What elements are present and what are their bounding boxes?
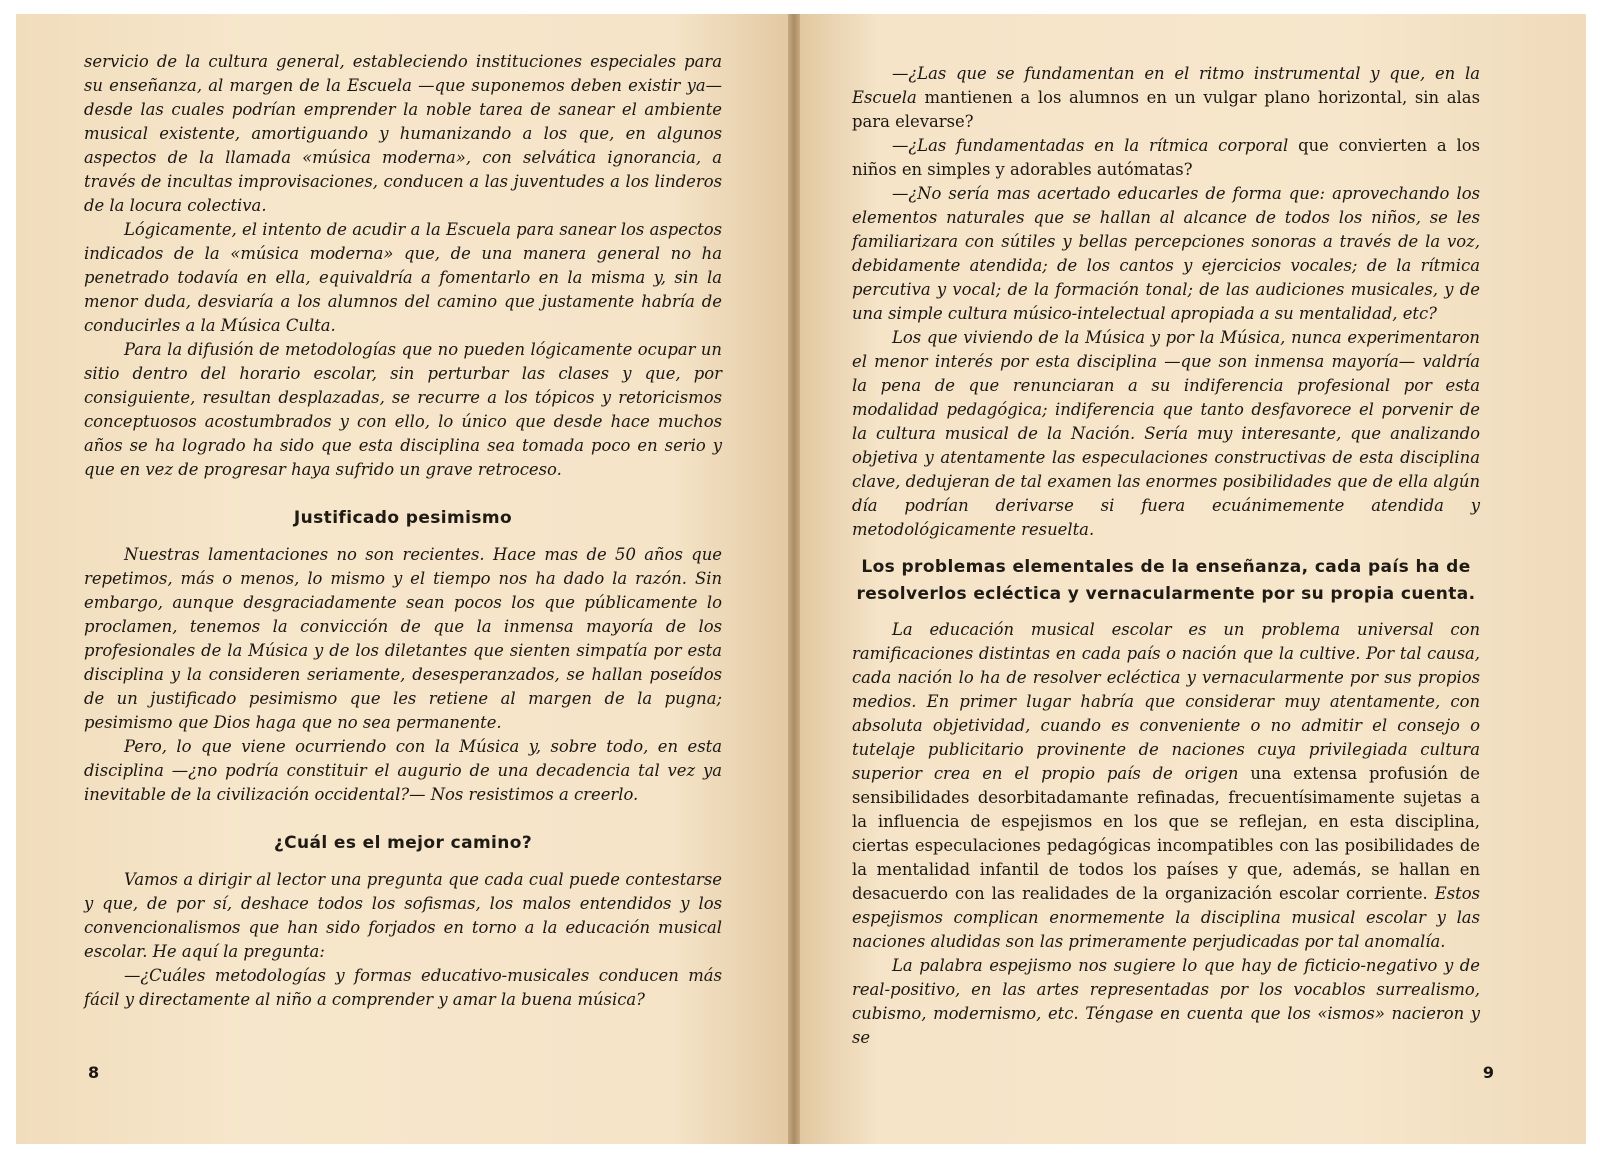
question-italic: —¿Las que se fundamentan en el ritmo instrumental y que, en la Escuela	[852, 64, 1480, 107]
section-heading: Justificado pesimismo	[293, 508, 513, 528]
book-gutter	[788, 14, 800, 1144]
text-italic: Estos espejismos complican enormemente la disciplina musical escolar y las naciones aludidas son las primeramente perjudicadas por tal anomalía.	[852, 884, 1481, 951]
paragraph	[852, 62, 1480, 134]
paragraph: Pero, lo que viene ocurriendo con la Música y, sobre todo, en esta disciplina —¿no podría constituir el augurio de una decadencia tal vez ya inevitable de la civilización occidental?— Nos resistimos a creerlo.	[84, 737, 722, 804]
right-page	[800, 14, 1586, 1144]
paragraph: Nuestras lamentaciones no son recientes. Hace mas de 50 años que repetimos, más o menos, lo mismo y el tiempo nos ha dado la razón. Sin embargo, aunque desgraciadamente sean pocos los que públicamente lo proclamen, tenemos la convicción de que la inmensa mayoría de los profesionales de la Música y de los diletantes que sienten simpatía por esta disciplina y la consideren seriamente, desesperanzados, se hallan poseídos de un justificado pesimismo que les retiene al margen de la pugna; pesimismo que Dios haga que no sea permanente.	[84, 545, 722, 732]
text-italic: La educación musical escolar es un problema universal con ramificaciones distintas en cada país o nación que la cultive. Por tal causa, cada nación lo ha de resolver ecléctica y vernacularmente por sus propios medios. En primer lugar habría que considerar muy atentamente, con absoluta objetividad, cuando es conveniente o no admitir el consejo o tutelaje publicitario provinente de naciones cuya privilegiada cultura superior crea en el propio país de origen	[852, 620, 1480, 783]
paragraph: Lógicamente, el intento de acudir a la Escuela para sanear los aspectos indicados de la «música moderna» que, de una manera general no ha penetrado todavía en ella, equivaldría a fomentarlo en la misma y, sin la menor duda, desviaría a los alumnos del camino que justamente habría de conducirles a la Música Culta.	[84, 220, 722, 335]
paragraph	[852, 134, 1480, 182]
paragraph: Los que viviendo de la Música y por la Música, nunca experimentaron el menor interés por esta disciplina —que son inmensa mayoría— valdría la pena de que renunciaran a su indiferencia profesional por esta modalidad pedagógica; indiferencia que tanto desfavorece el porvenir de la cultura musical de la Nación. Sería muy interesante, que analizando objetiva y atentamente las especulaciones constructivas de esta disciplina clave, dedujeran de tal examen las enormes posibilidades que de ella algún día podrían derivarse si fuera ecuánimemente atendida y metodológicamente resuelta.	[852, 328, 1480, 539]
text-roman: una extensa profusión de sensibilidades desorbitadamante refinadas, frecuentísimamente sujetas a la influencia de espejismos en los que se reflejan, en esta disciplina, ciertas especulaciones pedagógicas incompatibles con las posibilidades de la mentalidad infantil de todos los países y que, además, se hallan en desacuerdo con las realidades de la organización escolar corriente.	[852, 764, 1480, 903]
paragraph: —¿No sería mas acertado educarles de forma que: aprovechando los elementos naturales que se hallan al alcance de todos los niños, se les familiarizara con sútiles y bellas percepciones sonoras a través de la voz, debidamente atendida; de los cantos y ejercicios vocales; de la rítmica percutiva y vocal; de la formación tonal; de las audiciones musicales, y de una simple cultura músico-intelectual apropiada a su mentalidad, etc?	[852, 184, 1480, 323]
question-roman: mantienen a los alumnos en un vulgar plano horizontal, sin alas para elevarse?	[852, 88, 1480, 131]
paragraph: servicio de la cultura general, estableciendo instituciones especiales para su enseñanza, al margen de la Escuela —que suponemos deben existir ya— desde las cuales podrían emprender la noble tarea de sanear el ambiente musical existente, amortiguando y humanizando a los que, en algunos aspectos de la llamada «música moderna», con selvática ignorancia, a través de incultas improvisaciones, conducen a las juventudes a los linderos de la locura colectiva.	[84, 52, 722, 215]
left-page	[16, 14, 788, 1144]
paragraph: La palabra espejismo nos sugiere lo que hay de ficticio-negativo y de real-positivo, en las artes representadas por los vocablos surrealismo, cubismo, modernismo, etc. Téngase en cuenta que los «ismos» nacieron y se	[852, 956, 1480, 1047]
paragraph: Vamos a dirigir al lector una pregunta que cada cual puede contestarse y que, de por sí, deshace todos los sofismas, los malos entendidos y los convencionalismos que han sido forjados en torno a la educación musical escolar. He aquí la pregunta:	[84, 870, 722, 961]
paragraph: —¿Cuáles metodologías y formas educativo-musicales conducen más fácil y directamente al niño a comprender y amar la buena música?	[84, 966, 722, 1009]
left-text-column	[84, 50, 722, 1012]
page-number: 9	[1482, 1063, 1494, 1082]
question-roman: que convierten a los niños en simples y adorables autómatas?	[852, 136, 1480, 179]
paragraph: Para la difusión de metodologías que no pueden lógicamente ocupar un sitio dentro del horario escolar, sin perturbar las clases y que, por consiguiente, resultan desplazadas, se recurre a los tópicos y retoricismos conceptuosos acostumbrados y con ello, lo único que desde hace muchos años se ha logrado ha sido que esta disciplina sea tomada poco en serio y que en vez de progresar haya sufrido un grave retroceso.	[84, 340, 722, 479]
question-italic: —¿Las fundamentadas en la rítmica corporal	[892, 136, 1289, 155]
paragraph	[852, 618, 1480, 954]
section-heading: ¿Cuál es el mejor camino?	[273, 833, 533, 853]
section-heading: Los problemas elementales de la enseñanza, cada país ha de resolverlos ecléctica y vernacularmente por su propia cuenta.	[856, 557, 1476, 604]
book-spread	[16, 14, 1586, 1144]
page-number: 8	[88, 1063, 100, 1082]
right-text-column	[852, 62, 1480, 1050]
